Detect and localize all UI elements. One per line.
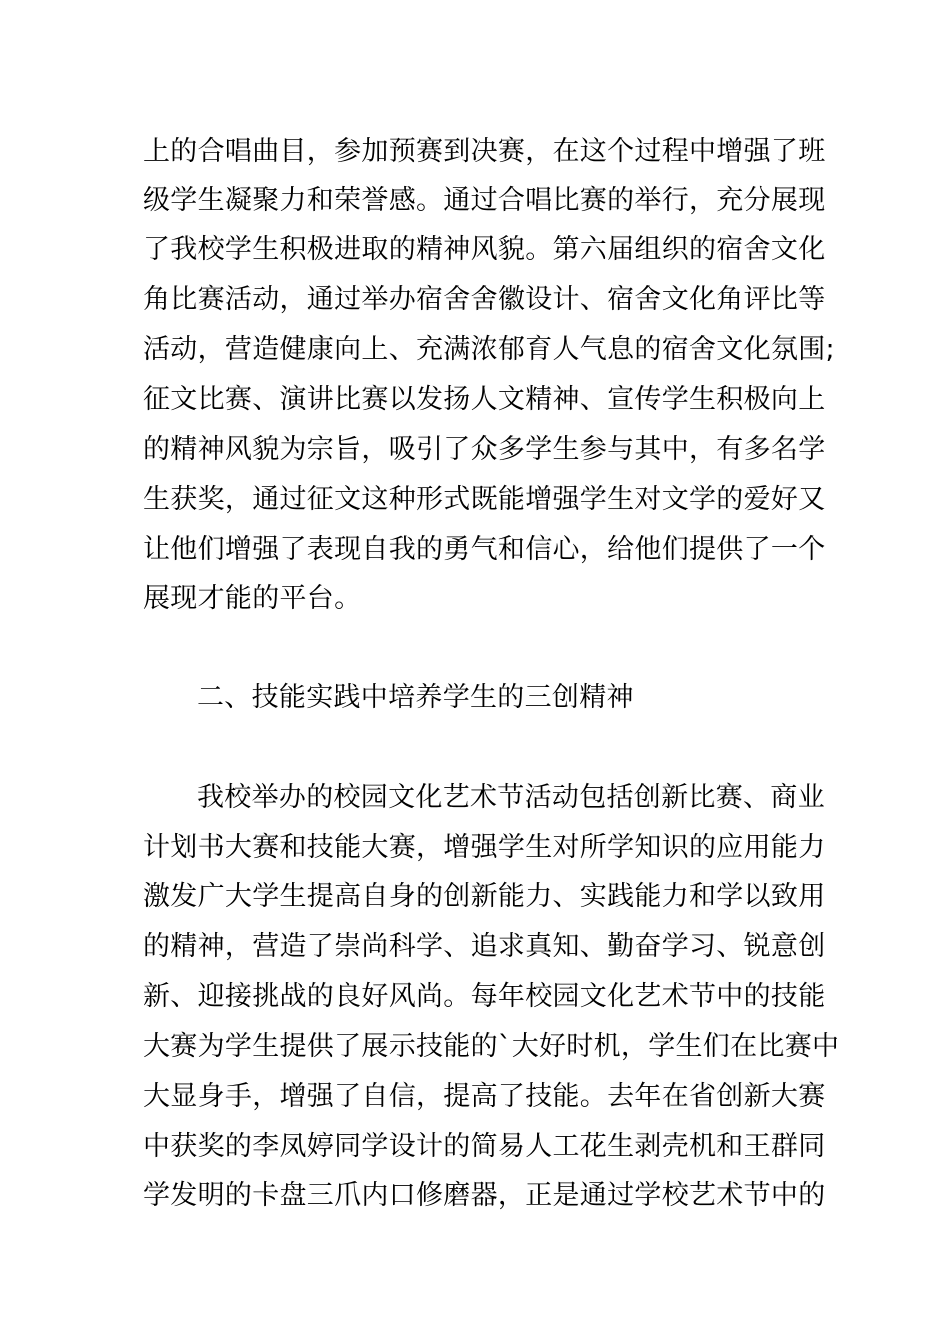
- paragraph-2-line-1: 我校举办的校园文化艺术节活动包括创新比赛、商业: [197, 782, 825, 813]
- paragraph-2-line-4: 的精神，营造了崇尚科学、追求真知、勤奋学习、锐意创: [143, 931, 826, 962]
- paragraph-2-line-3: 激发广大学生提高自身的创新能力、实践能力和学以致用: [143, 881, 826, 912]
- paragraph-1-line-7: 的精神风貌为宗旨，吸引了众多学生参与其中，有多名学: [143, 434, 826, 465]
- paragraph-2-line-8: 中获奖的李凤婷同学设计的简易人工花生剥壳机和王群同: [143, 1131, 826, 1162]
- paragraph-1-line-1: 上的合唱曲目，参加预赛到决赛，在这个过程中增强了班: [143, 136, 826, 167]
- section-heading: 二、技能实践中培养学生的三创精神: [197, 682, 634, 713]
- paragraph-1-line-2: 级学生凝聚力和荣誉感。通过合唱比赛的举行，充分展现: [143, 185, 826, 216]
- paragraph-1-line-9: 让他们增强了表现自我的勇气和信心，给他们提供了一个: [143, 534, 826, 565]
- paragraph-2-line-5: 新、迎接挑战的良好风尚。每年校园文化艺术节中的技能: [143, 981, 826, 1012]
- paragraph-2-line-6: 大赛为学生提供了展示技能的`大好时机，学生们在比赛中: [143, 1031, 840, 1062]
- paragraph-1-line-10: 展现才能的平台。: [143, 583, 362, 614]
- paragraph-1-line-8: 生获奖，通过征文这种形式既能增强学生对文学的爱好又: [143, 484, 826, 515]
- paragraph-2-line-7: 大显身手，增强了自信，提高了技能。去年在省创新大赛: [143, 1081, 826, 1112]
- paragraph-1-line-6: 征文比赛、演讲比赛以发扬人文精神、宣传学生积极向上: [143, 384, 826, 415]
- paragraph-1-line-4: 角比赛活动，通过举办宿舍舍徽设计、宿舍文化角评比等: [143, 284, 826, 315]
- paragraph-1-line-3: 了我校学生积极进取的精神风貌。第六届组织的宿舍文化: [143, 234, 826, 265]
- paragraph-1-line-5: 活动，营造健康向上、充满浓郁育人气息的宿舍文化氛围;: [143, 334, 835, 365]
- paragraph-2-line-2: 计划书大赛和技能大赛，增强学生对所学知识的应用能力: [143, 832, 826, 863]
- paragraph-2-line-9: 学发明的卡盘三爪内口修磨器，正是通过学校艺术节中的: [143, 1180, 826, 1211]
